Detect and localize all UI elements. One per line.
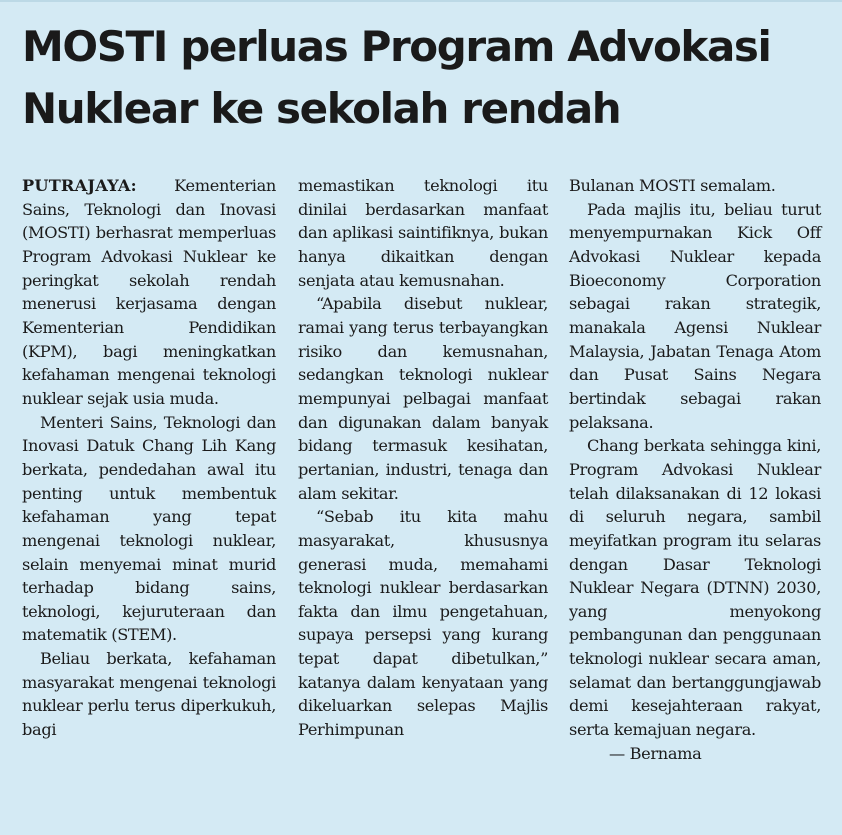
article-column-1 <box>22 174 276 742</box>
paragraph: Menteri Sains, Teknologi dan Inovasi Datuk Chang Lih Kang berkata, pendedahan awal itu penting untuk membentuk kefahaman yang tepat mengenai teknologi nuklear, selain menyemai minat murid terhadap bidang sains, teknologi, kejuruteraan dan matematik (STEM). <box>22 412 276 645</box>
paragraph: Chang berkata sehingga kini, Program Advokasi Nuklear telah dilaksanakan di 12 lokasi di seluruh negara, sambil meyifatkan program itu selaras dengan Dasar Teknologi Nuklear Negara (DTNN) 2030, yang menyokong pembangunan dan penggunaan teknologi nuklear secara aman, selamat dan bertanggungjawab demi kesejahteraan rakyat, serta kemajuan negara. <box>569 436 821 740</box>
paragraph: Beliau berkata, kefahaman masyarakat mengenai teknologi nuklear perlu terus diperkukuh, bagi <box>22 649 276 740</box>
article-column-2 <box>298 174 548 742</box>
headline-line-1: MOSTI perluas Program Advokasi <box>22 22 771 71</box>
headline-line-2: Nuklear ke sekolah rendah <box>22 84 621 133</box>
byline: — Bernama <box>609 743 702 763</box>
paragraph-continued: memastikan teknologi itu dinilai berdasarkan manfaat dan aplikasi saintifiknya, bukan hanya dikaitkan dengan senjata atau kemusnahan. <box>298 176 548 290</box>
paragraph-text: Kementerian Sains, Teknologi dan Inovasi (MOSTI) berhasrat memperluas Program Advokasi Nuklear ke peringkat sekolah rendah menerusi kerjasama dengan Kementerian Pendidikan (KPM), bagi meningkatkan kefahaman mengenai teknologi nuklear sejak usia muda. <box>22 176 276 408</box>
dateline: PUTRAJAYA: <box>22 176 137 195</box>
quote-paragraph: “Apabila disebut nuklear, ramai yang terus terbayangkan risiko dan kemusnahan, sedangkan teknologi nuklear mempunyai pelbagai manfaat dan digunakan dalam banyak bidang termasuk kesihatan, pertanian, industri, tenaga dan alam sekitar. <box>298 294 548 503</box>
article-column-3 <box>569 174 821 765</box>
paragraph: Pada majlis itu, beliau turut menyempurnakan Kick Off Advokasi Nuklear kepada Bioeconomy Corporation sebagai rakan strategik, manakala Agensi Nuklear Malaysia, Jabatan Tenaga Atom dan Pusat Sains Negara bertindak sebagai rakan pelaksana. <box>569 199 821 432</box>
lead-paragraph <box>22 174 276 411</box>
headline <box>22 16 822 140</box>
paragraph-continued: Bulanan MOSTI semalam. <box>569 176 776 195</box>
quote-paragraph: “Sebab itu kita mahu masyarakat, khususnya generasi muda, memahami teknologi nuklear berdasarkan fakta dan ilmu pengetahuan, supaya persepsi yang kurang tepat dapat dibetulkan,” katanya dalam kenyataan yang dikeluarkan selepas Majlis Perhimpunan <box>298 507 548 740</box>
